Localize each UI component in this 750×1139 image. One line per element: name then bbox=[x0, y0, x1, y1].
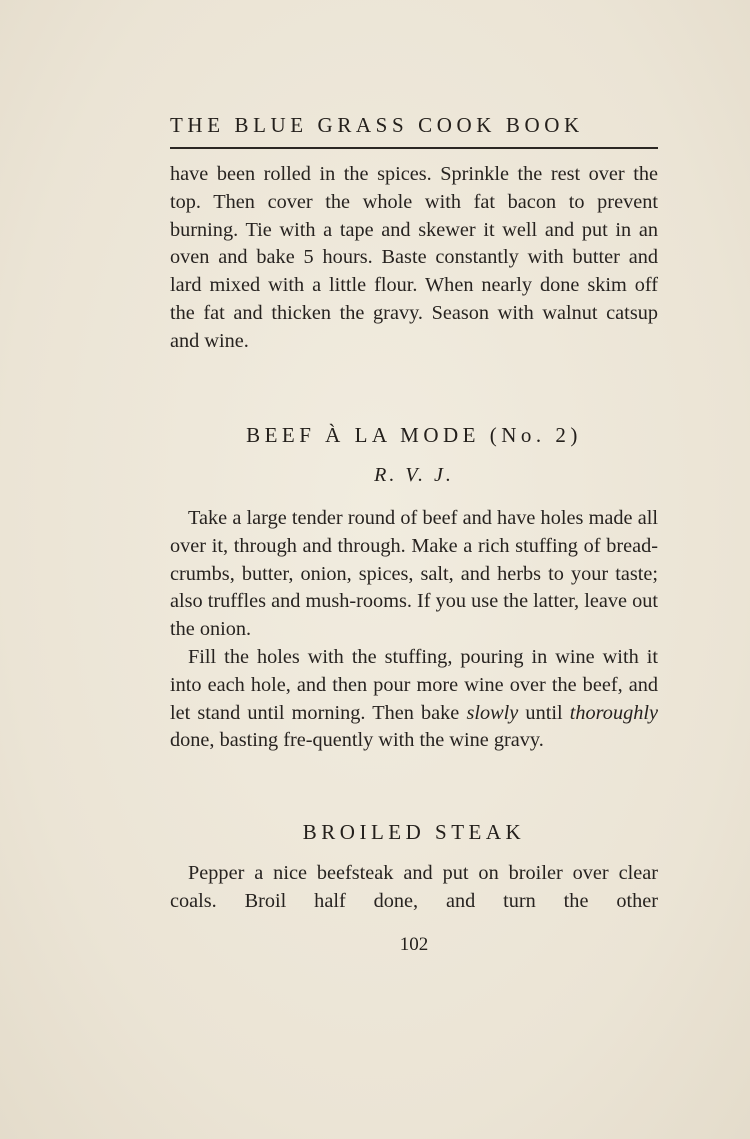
text-run: done, basting fre-quently with the wine gravy. bbox=[170, 729, 544, 752]
header-rule bbox=[170, 147, 658, 149]
recipe-body-broiled-steak bbox=[170, 860, 658, 916]
recipe-paragraph bbox=[170, 644, 658, 755]
emphasis-text: thoroughly bbox=[569, 701, 659, 724]
recipe-paragraph: Pepper a nice beefsteak and put on broiler over clear coals. Broil half done, and turn the other bbox=[170, 862, 658, 912]
emphasis-text: slowly bbox=[466, 701, 519, 724]
recipe-attribution: R. V. J. bbox=[374, 464, 454, 486]
text-run: Fill the holes with the stuffing, pouring in wine with it into each hole, and then pour more wine over the beef, and let stand until morning. Then bake bbox=[170, 645, 658, 724]
page-number: 102 bbox=[399, 934, 429, 955]
recipe-title-broiled-steak: BROILED STEAK bbox=[302, 820, 526, 844]
recipe-paragraph: Take a large tender round of beef and have holes made all over it, through and through. Make a rich stuffing of bread-crumbs, butter, onion, spices, salt, and herbs to your taste; also truffles and mush-rooms. If you use the latter, leave out the onion. bbox=[170, 507, 658, 641]
recipe-title-beef-a-la-mode: BEEF À LA MODE (No. 2) bbox=[246, 423, 582, 447]
continuation-paragraph: have been rolled in the spices. Sprinkle the rest over the top. Then cover the whole with fat bacon to prevent burning. Tie with a tape and skewer it well and put in an oven and bake 5 hours. Baste constantly with butter and lard mixed with a little flour. When nearly done skim off the fat and thicken the gravy. Season with walnut catsup and wine. bbox=[170, 163, 658, 352]
running-head: THE BLUE GRASS COOK BOOK bbox=[170, 113, 584, 137]
continuation-text bbox=[170, 161, 658, 356]
recipe-body-beef-a-la-mode bbox=[170, 505, 658, 755]
text-run: until bbox=[518, 701, 570, 724]
